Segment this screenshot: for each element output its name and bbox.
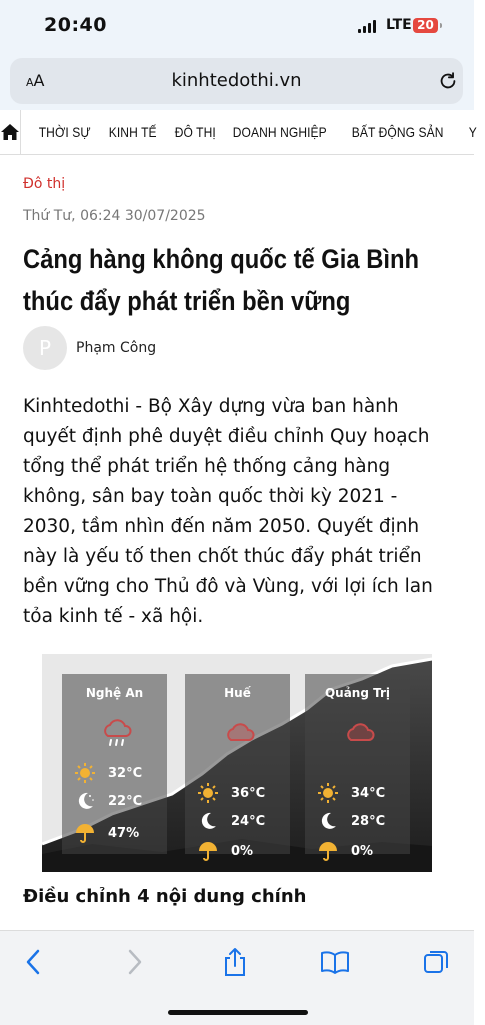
weather-low: 24°C [231,813,266,829]
home-icon [0,123,20,141]
weather-high-row [74,762,142,784]
weather-high: 36°C [231,785,266,801]
cellular-signal-icon [358,20,376,33]
author-byline[interactable] [23,326,156,370]
weather-rain: 0% [231,843,254,859]
weather-low: 28°C [351,813,386,829]
author-name: Phạm Công [76,340,157,356]
site-navigation [0,110,477,155]
network-type: LTE [386,17,412,33]
back-button[interactable] [18,947,48,977]
moon-icon [197,810,219,832]
nav-item-y[interactable]: Y [468,124,477,140]
umbrella-icon [74,822,96,844]
weather-card-quang-tri [305,674,410,859]
umbrella-icon [197,840,219,862]
weather-city: Quảng Trị [324,686,391,700]
home-button[interactable] [0,110,21,154]
weather-card-nghe-an [62,674,167,854]
weather-rain: 47% [108,825,140,841]
tabs-button[interactable] [421,947,451,977]
nav-item-bat-dong-san[interactable]: BẤT ĐỘNG SẢN [352,124,444,140]
article-category[interactable]: Đô thị [23,176,66,192]
weather-low-row [317,810,385,832]
sun-icon [74,762,96,784]
nav-item-doanh-nghiep[interactable]: DOANH NGHIỆP [232,124,327,140]
moon-icon [74,790,96,812]
cloud-icon [343,718,377,748]
weather-high: 34°C [351,785,386,801]
rain-cloud-icon [100,718,134,748]
article-lead: Kinhtedothi - Bộ Xây dựng vừa ban hành quyết định phê duyệt điều chỉnh Quy hoạch tổng thể phát triển hệ thống cảng hàng không, sân bay toàn quốc thời kỳ 2021 - 2030, tầm nhìn đến năm 2050. Quyết định này là yếu tố then chốt thúc đẩy phát triển bền vững cho Thủ đô và Vùng, với lợi ích lan tỏa kinh tế - xã hội. [23,396,433,627]
text-size-large-a: A [33,71,45,90]
sun-icon [317,782,339,804]
weather-low-row [197,810,265,832]
weather-rain-row [317,840,373,862]
battery-icon [413,18,438,33]
weather-rain-row [74,822,139,844]
weather-city: Nghệ An [85,686,144,700]
status-time: 20:40 [44,14,107,36]
weather-rain: 0% [351,843,374,859]
home-indicator[interactable] [168,1010,308,1015]
status-bar [0,0,474,54]
nav-item-kinh-te[interactable]: KINH TẾ [109,124,158,140]
share-button[interactable] [220,947,250,977]
weather-card-hue [185,674,290,859]
nav-item-thoi-su[interactable]: THỜI SỰ [38,124,91,140]
address-bar[interactable] [10,58,463,104]
avatar: P [23,326,67,370]
browser-address-area [0,54,474,110]
forward-button[interactable] [120,947,150,977]
weather-rain-row [197,840,253,862]
bookmarks-button[interactable] [320,947,350,977]
article-timestamp: Thứ Tư, 06:24 30/07/2025 [23,208,206,224]
weather-city: Huế [224,686,251,700]
umbrella-icon [317,840,339,862]
article-image [42,654,432,872]
article-title: Cảng hàng không quốc tế Gia Bình thúc đẩy phát triển bền vững [23,244,419,316]
chevron-right-icon [127,949,143,975]
share-icon [222,947,248,977]
url-host[interactable]: kinhtedothi.vn [171,70,302,91]
weather-low: 22°C [108,793,143,809]
weather-high-row [197,782,265,804]
sun-icon [197,782,219,804]
chevron-left-icon [25,949,41,975]
weather-low-row [74,790,142,812]
nav-item-do-thi[interactable]: ĐÔ THỊ [174,124,216,140]
cloud-icon [223,718,257,748]
battery-level: 20 [417,18,434,32]
weather-high: 32°C [108,765,143,781]
text-size-small-a: A [26,76,34,89]
article-subheading: Điều chỉnh 4 nội dung chính [23,886,307,907]
book-icon [320,950,350,974]
moon-icon [317,810,339,832]
reload-icon[interactable] [437,70,459,92]
tabs-icon [422,948,450,976]
weather-high-row [317,782,385,804]
